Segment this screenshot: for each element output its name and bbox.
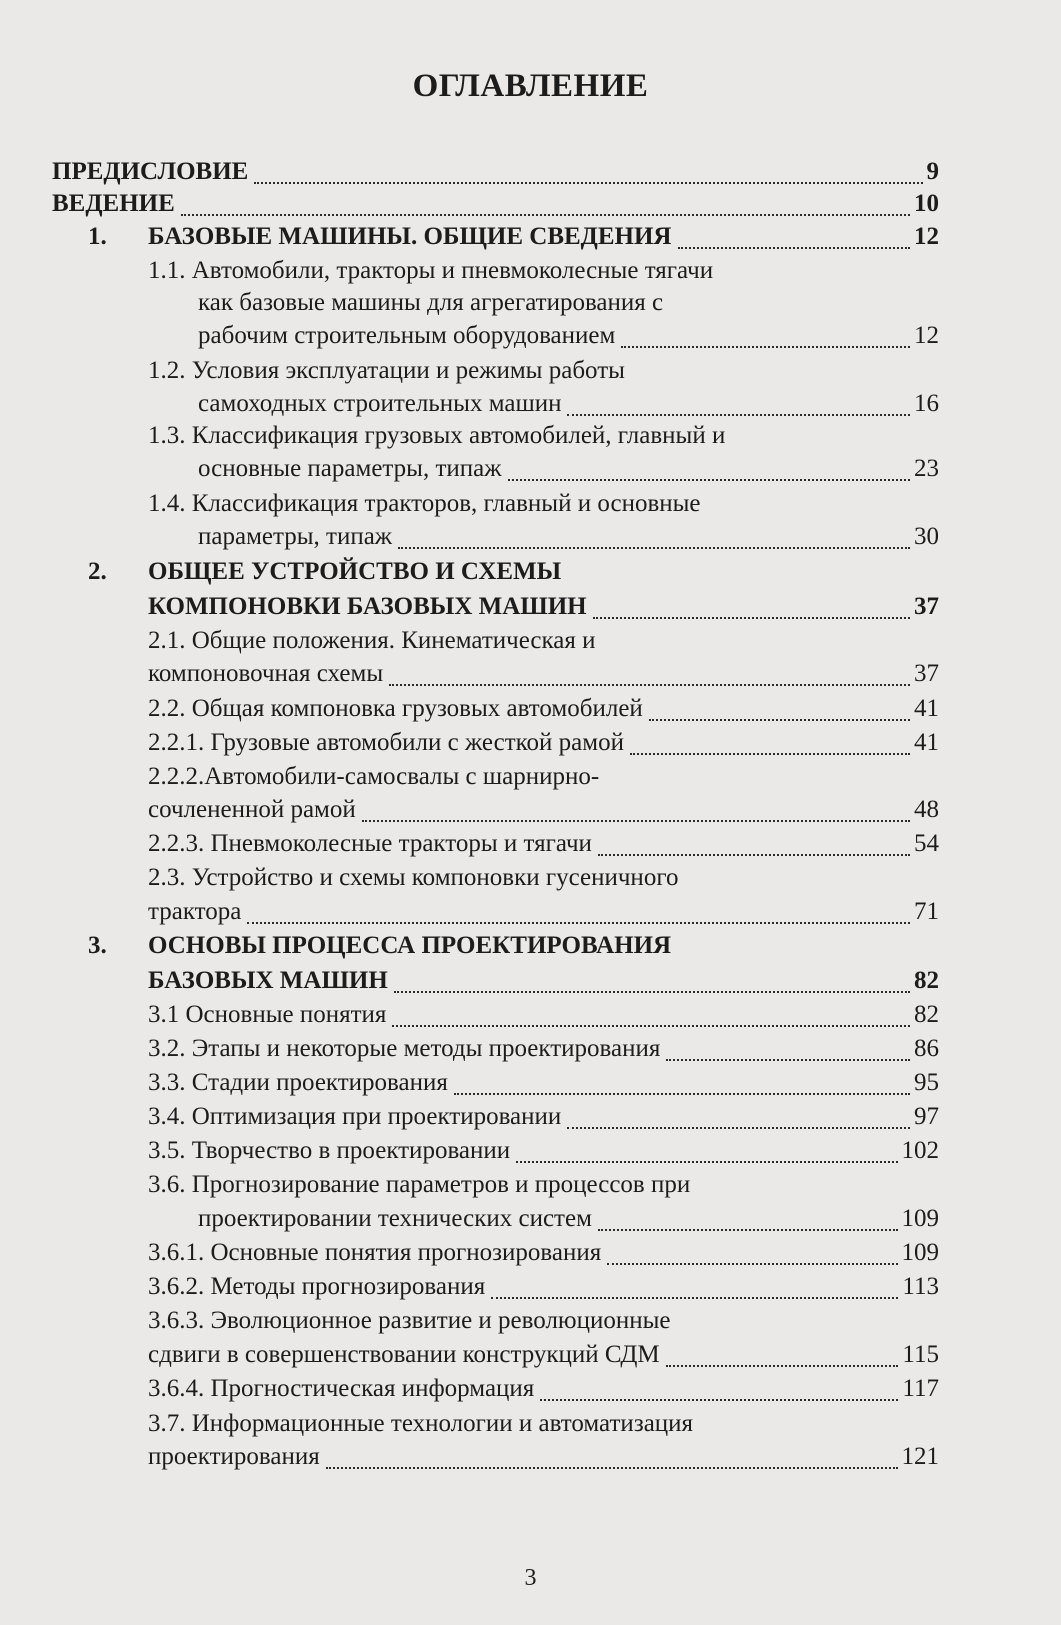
dot-leader <box>392 1019 910 1027</box>
toc-line <box>0 388 1061 420</box>
dot-leader <box>593 611 910 619</box>
toc-entry-text: как базовые машины для агрегатирования с <box>198 289 664 316</box>
dot-leader <box>454 1087 910 1095</box>
toc-entry-text: 3.2. Этапы и некоторые методы проектирования <box>148 1035 661 1062</box>
toc-line <box>0 221 1061 253</box>
toc-page-number: 10 <box>914 190 939 217</box>
toc-entry-text: 1.1. Автомобили, тракторы и пневмоколесные тягачи <box>148 257 714 284</box>
toc-page-number: 9 <box>926 158 939 185</box>
toc-line <box>0 794 1061 826</box>
toc-line <box>0 828 1061 860</box>
dot-leader <box>394 985 910 993</box>
toc-entry-text: 3.6.1. Основные понятия прогнозирования <box>148 1239 602 1266</box>
toc-line <box>0 1373 1061 1405</box>
dot-leader <box>181 208 910 216</box>
toc-entry-text: проектировании технических систем <box>198 1205 592 1232</box>
toc-line <box>0 1033 1061 1065</box>
toc-entry-text: 3.6.4. Прогностическая информация <box>148 1375 535 1402</box>
toc-entry-text: 1.4. Классификация тракторов, главный и основные <box>148 490 701 517</box>
toc-entry-text: 3.4. Оптимизация при проектировании <box>148 1103 562 1130</box>
toc-entry-text: 2.2.2.Автомобили-самосвалы с шарнирно- <box>148 763 600 790</box>
toc-line <box>0 1305 1061 1337</box>
toc-entry-text: 1.3. Классификация грузовых автомобилей, главный и <box>148 422 726 449</box>
toc-line <box>0 896 1061 928</box>
toc-entry-text: 2.1. Общие положения. Кинематическая и <box>148 627 596 654</box>
toc-page-number: 37 <box>914 593 939 620</box>
toc-line <box>0 488 1061 520</box>
toc-page-number: 41 <box>914 695 939 722</box>
toc-page-number: 54 <box>914 830 939 857</box>
toc-page-number: 102 <box>901 1137 939 1164</box>
toc-entry-text: 3.3. Стадии проектирования <box>148 1069 448 1096</box>
toc-line <box>0 1441 1061 1473</box>
toc-page-number: 86 <box>914 1035 939 1062</box>
toc-line <box>0 930 1061 962</box>
toc-line <box>0 658 1061 690</box>
dot-leader <box>540 1393 898 1401</box>
toc-line <box>0 965 1061 997</box>
toc-line <box>0 156 1061 188</box>
page-number: 3 <box>524 1565 537 1591</box>
toc-entry-text: 3.6. Прогнозирование параметров и процессов при <box>148 1171 691 1198</box>
toc-entry-text: 2.2. Общая компоновка грузовых автомобилей <box>148 695 643 722</box>
toc-page-number: 12 <box>914 322 939 349</box>
toc-line <box>0 1169 1061 1201</box>
toc-entry-text: 3.5. Творчество в проектировании <box>148 1137 511 1164</box>
toc-entry-text: 3.1 Основные понятия <box>148 1001 387 1028</box>
toc-entry-text: ВЕДЕНИЕ <box>52 190 175 217</box>
toc-line <box>0 1135 1061 1167</box>
toc-line <box>0 761 1061 793</box>
toc-entry-text: сдвиги в совершенствовании конструкций СДМ <box>148 1341 660 1368</box>
dot-leader <box>326 1461 898 1469</box>
toc-page-number: 95 <box>914 1069 939 1096</box>
toc-entry-text: БАЗОВЫЕ МАШИНЫ. ОБЩИЕ СВЕДЕНИЯ <box>148 223 672 250</box>
toc-line <box>0 999 1061 1031</box>
toc-page-number: 115 <box>902 1341 939 1368</box>
toc-page-number: 37 <box>914 660 939 687</box>
toc-line <box>0 1408 1061 1440</box>
toc-section-number: 1. <box>88 223 107 250</box>
toc-line <box>0 1067 1061 1099</box>
toc-entry-text: КОМПОНОВКИ БАЗОВЫХ МАШИН <box>148 593 587 620</box>
dot-leader <box>508 473 911 481</box>
toc-line <box>0 862 1061 894</box>
toc-page-number: 97 <box>914 1103 939 1130</box>
toc-line <box>0 1339 1061 1371</box>
toc-entry-text: 3.7. Информационные технологии и автоматизация <box>148 1410 694 1437</box>
toc-page-number: 117 <box>902 1375 939 1402</box>
toc-line <box>0 355 1061 387</box>
toc-line <box>0 1237 1061 1269</box>
dot-leader <box>598 848 910 856</box>
dot-leader <box>362 814 910 822</box>
toc-entry-text: компоновочная схемы <box>148 660 384 687</box>
dot-leader <box>607 1257 897 1265</box>
toc-entry-text: ОСНОВЫ ПРОЦЕССА ПРОЕКТИРОВАНИЯ <box>148 932 672 959</box>
toc-line <box>0 1203 1061 1235</box>
dot-leader <box>254 176 922 184</box>
toc-entry-text: трактора <box>148 898 242 925</box>
dot-leader <box>630 747 910 755</box>
toc-page-number: 16 <box>914 390 939 417</box>
dot-leader <box>567 408 910 416</box>
toc-entry-text: 1.2. Условия эксплуатации и режимы работы <box>148 357 625 384</box>
toc-line <box>0 727 1061 759</box>
toc-page-number: 23 <box>914 455 939 482</box>
toc-page-number: 121 <box>901 1443 939 1470</box>
toc-line <box>0 591 1061 623</box>
toc-entry-text: параметры, типаж <box>198 523 393 550</box>
toc-line <box>0 556 1061 588</box>
toc-page-number: 109 <box>901 1205 939 1232</box>
toc-entry-text: рабочим строительным оборудованием <box>198 322 616 349</box>
toc-line <box>0 255 1061 287</box>
toc-entry-text: 2.2.3. Пневмоколесные тракторы и тягачи <box>148 830 592 857</box>
dot-leader <box>598 1223 898 1231</box>
toc-page-number: 30 <box>914 523 939 550</box>
toc-line <box>0 320 1061 352</box>
dot-leader <box>567 1121 910 1129</box>
toc-line <box>0 420 1061 452</box>
dot-leader <box>389 678 910 686</box>
toc-line <box>0 188 1061 220</box>
toc-line <box>0 521 1061 553</box>
toc-line <box>0 693 1061 725</box>
toc-entry-text: 3.6.3. Эволюционное развитие и революционные <box>148 1307 671 1334</box>
toc-page-number: 109 <box>901 1239 939 1266</box>
toc-entry-text: БАЗОВЫХ МАШИН <box>148 967 388 994</box>
toc-entry-text: сочлененной рамой <box>148 796 356 823</box>
toc-entry-text: 2.2.1. Грузовые автомобили с жесткой рамой <box>148 729 624 756</box>
toc-page-number: 82 <box>914 1001 939 1028</box>
toc-entry-text: 2.3. Устройство и схемы компоновки гусеничного <box>148 864 679 891</box>
dot-leader <box>491 1291 898 1299</box>
dot-leader <box>621 340 910 348</box>
toc-page-number: 71 <box>914 898 939 925</box>
toc-page-number: 48 <box>914 796 939 823</box>
toc-line <box>0 1101 1061 1133</box>
toc-entry-text: ОБЩЕЕ УСТРОЙСТВО И СХЕМЫ <box>148 558 562 585</box>
dot-leader <box>666 1359 899 1367</box>
toc-section-number: 2. <box>88 558 107 585</box>
dot-leader <box>678 241 911 249</box>
toc-page-number: 113 <box>902 1273 939 1300</box>
toc-line <box>0 1271 1061 1303</box>
toc-line <box>0 287 1061 319</box>
toc-entry-text: 3.6.2. Методы прогнозирования <box>148 1273 486 1300</box>
dot-leader <box>666 1053 910 1061</box>
dot-leader <box>516 1155 897 1163</box>
toc-entry-text: ПРЕДИСЛОВИЕ <box>52 158 249 185</box>
dot-leader <box>649 713 910 721</box>
toc-line <box>0 625 1061 657</box>
toc-line <box>0 453 1061 485</box>
dot-leader <box>247 916 910 924</box>
toc-page-number: 82 <box>914 967 939 994</box>
toc-entry-text: самоходных строительных машин <box>198 390 562 417</box>
toc-section-number: 3. <box>88 932 107 959</box>
toc-page-number: 12 <box>914 223 939 250</box>
toc-entry-text: проектирования <box>148 1443 320 1470</box>
toc-entry-text: основные параметры, типаж <box>198 455 502 482</box>
page-title: ОГЛАВЛЕНИЕ <box>412 68 649 104</box>
dot-leader <box>398 541 910 549</box>
toc-page-number: 41 <box>914 729 939 756</box>
